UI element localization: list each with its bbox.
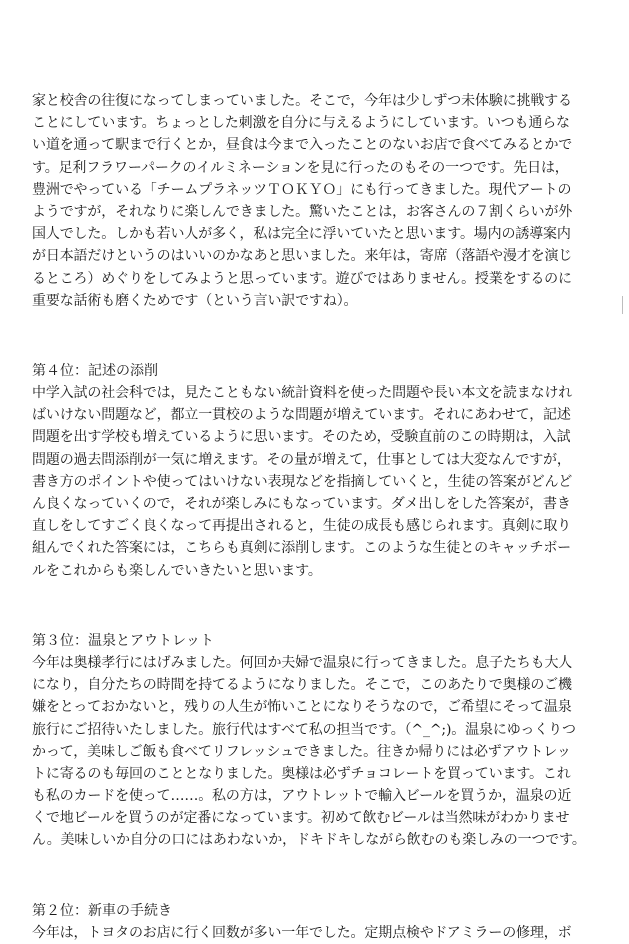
text-line: になり，自分たちの時間を持てるようになりました。そこで，このあたりで奥様のご機 <box>32 677 572 694</box>
text-line: 豊洲でやっている「チームプラネッツＴＯＫＹＯ」にも行ってきました。現代アートの <box>32 181 572 198</box>
text-line: トに寄るのも毎回のこととなりました。奥様は必ずチョコレートを買っています。これ <box>32 765 571 782</box>
text-line: が日本語だけというのはいいのかなあと思いました。来年は，寄席（落語や漫才を演じ <box>32 248 573 265</box>
text-line: 重要な話術も磨くためです（という言い訳ですね）。 <box>32 292 358 309</box>
section-heading: 第３位：温泉とアウトレット <box>32 632 214 649</box>
text-line: 書き方のポイントや使ってはいけない表現などを指摘していくと，生徒の答案がどんど <box>32 473 573 490</box>
document-page <box>32 90 598 944</box>
section-rank-2 <box>32 900 598 944</box>
text-line: かって，美味しご飯も食べてリフレッシュできました。往きか帰りには必ずアウトレッ <box>32 743 571 760</box>
text-line: ばいけない問題など，都立一貫校のような問題が増えています。それにあわせて，記述 <box>32 407 571 424</box>
text-line: ことにしています。ちょっとした刺激を自分に与えるようにしています。いつも通らな <box>32 115 570 132</box>
text-line: ようですが，それなりに楽しんできました。驚いたことは，お客さんの７割くらいが外 <box>32 203 573 220</box>
text-line: 組んでくれた答案には，こちらも真剣に添削します。このような生徒とのキャッチボー <box>32 540 572 557</box>
text-line: くで地ビールを買うのが定番になっています。初めて飲むビールは当然味がわかりませ <box>32 810 570 827</box>
section-rank-3 <box>32 630 598 852</box>
text-line: す。足利フラワーパークのイルミネーションを見に行ったのもその一つです。先日は， <box>32 159 569 176</box>
text-line: も私のカードを使って……。私の方は，アウトレットで輸入ビールを買うか，温泉の近 <box>32 788 572 805</box>
text-line: 今年は奥様孝行にはげみました。何回か夫婦で温泉に行ってきました。息子たちも大人 <box>32 654 573 671</box>
text-line: 問題の過去問添削が一気に増えます。その量が増えて，仕事としては大変なんですが， <box>32 451 571 468</box>
text-line: 嫌をとっておかないと，残りの人生が怖いことになりそうなので，ご希望にそって温泉 <box>32 699 572 716</box>
text-line: 中学入試の社会科では，見たこともない統計資料を使った問題や長い本文を読まなけれ <box>32 385 573 402</box>
section-heading: 第４位：記述の添削 <box>32 362 158 379</box>
text-line: い道を通って駅まで行くとか，昼食は今まで入ったことのないお店で食べてみるとかで <box>32 137 573 154</box>
section-rank-4 <box>32 360 598 582</box>
text-line: ん良くなっていくので，それが楽しみにもなっています。ダメ出しをした答案が，書き <box>32 496 571 512</box>
text-line: ん。美味しいか自分の口にはあわないか，ドキドキしながら飲むのも楽しみの一つです。 <box>32 832 586 849</box>
text-line: 家と校舎の往復になってしまっていました。そこで，今年は少しずつ未体験に挑戦する <box>32 93 572 109</box>
text-line: 今年は，トヨタのお店に行く回数が多い一年でした。定期点検やドアミラーの修理，ボ <box>32 924 572 941</box>
text-line: 旅行にご招待いたしました。旅行代はすべて私の担当です。（^_^;)。温泉にゆっくりつ <box>32 721 576 738</box>
text-line: るところ）めぐりをしてみようと思っています。遊びではありません。授業をするのに <box>32 270 572 287</box>
text-line: 国人でした。しかも若い人が多く，私は完全に浮いていたと思います。場内の誘導案内 <box>32 226 571 243</box>
text-line: ルをこれからも楽しんでいきたいと思います。 <box>32 562 322 579</box>
section-heading: 第２位：新車の手続き <box>32 902 172 919</box>
text-line: 直しをしてすごく良くなって再提出されると，生徒の成長も感じられます。真剣に取り <box>32 518 572 535</box>
text-line: 問題を出す学校も増えているように思います。そのため，受験直前のこの時期は，入試 <box>32 429 571 446</box>
intro-paragraph <box>32 90 598 312</box>
scan-edge-mark <box>622 296 623 314</box>
